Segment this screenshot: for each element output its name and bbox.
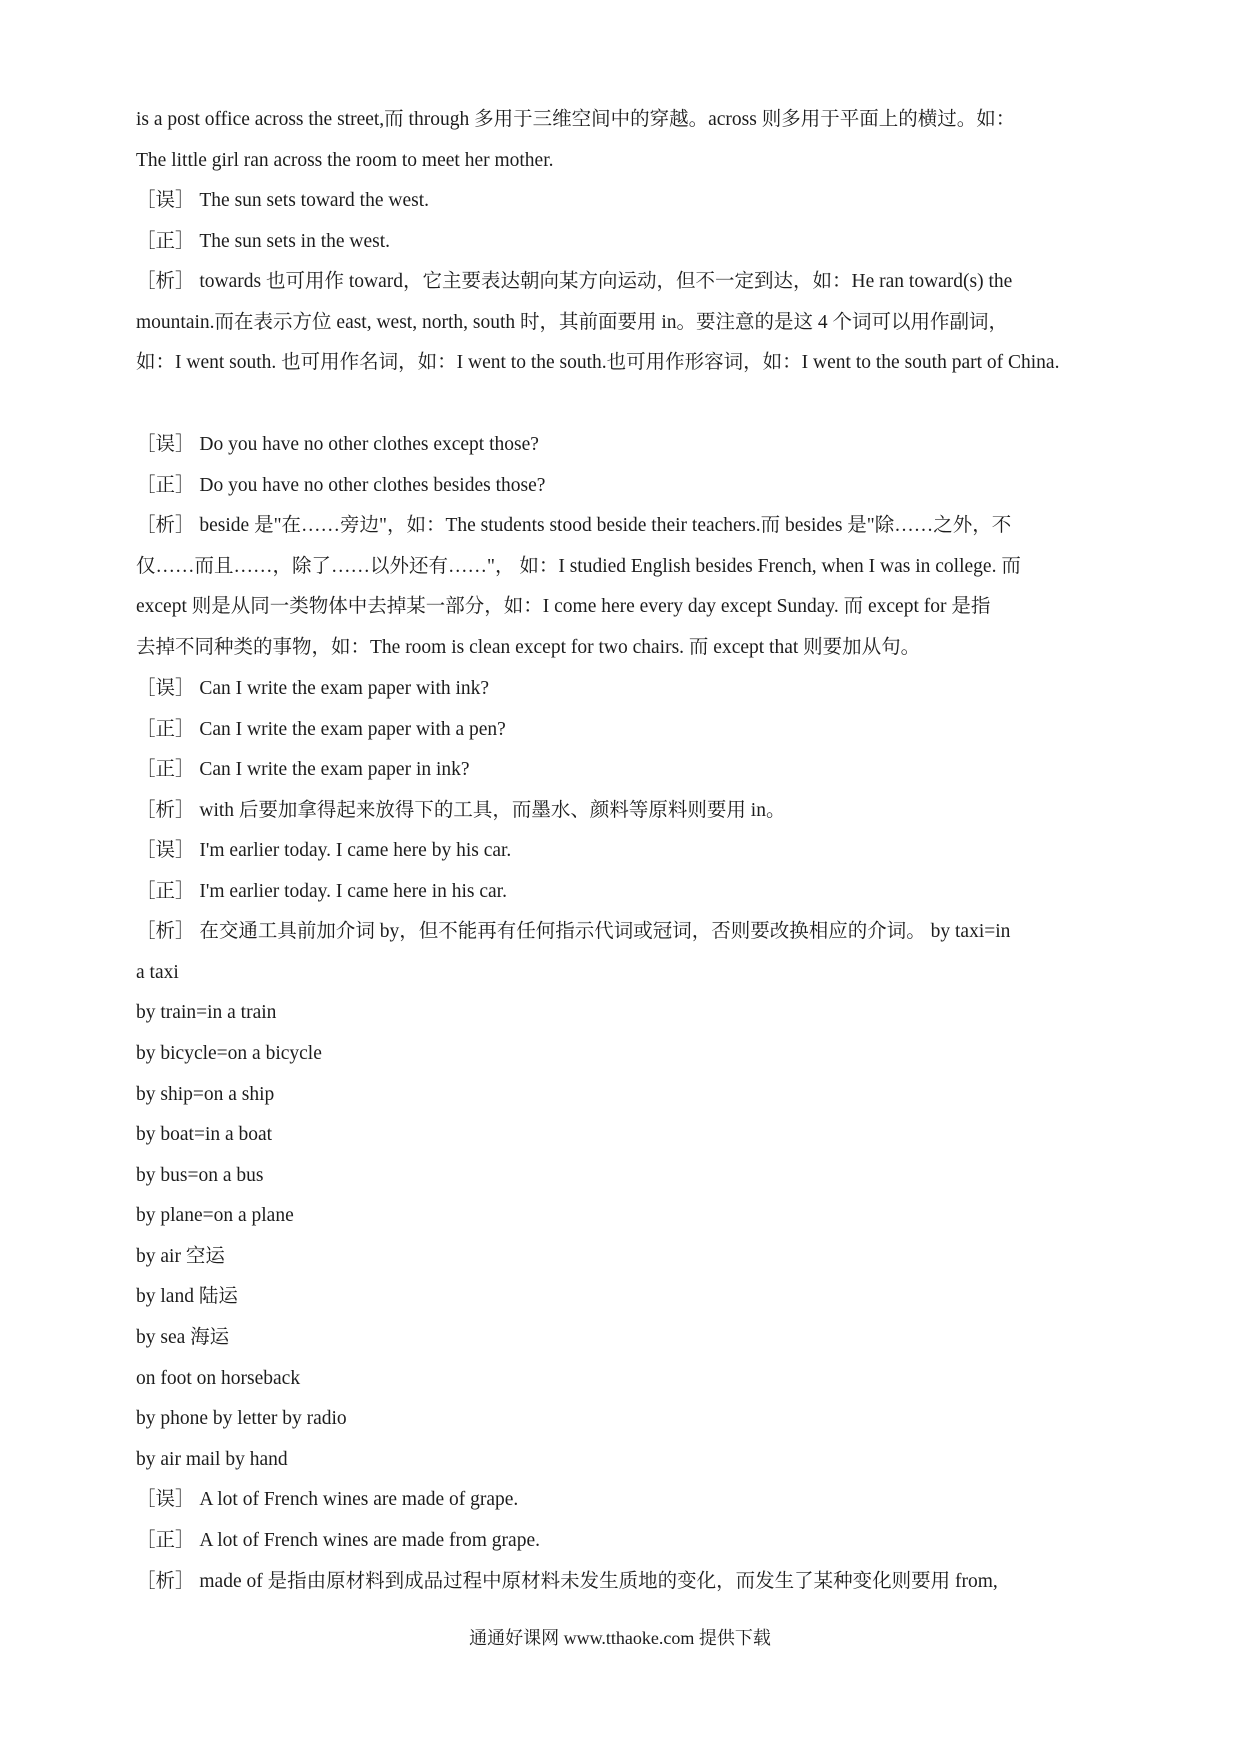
text-line: except 则是从同一类物体中去掉某一部分，如：I come here every day except Sunday. 而 except for 是指 [136,596,991,617]
text-line: by train=in a train [136,1002,277,1023]
text-line: mountain.而在表示方位 east, west, north, south 时，其前面要用 in。要注意的是这 4 个词可以用作副词， [136,312,1009,333]
text-line: ［析］ beside 是"在……旁边"，如：The students stood beside their teachers.而 besides 是"除……之外，不 [136,515,1012,536]
page-footer: 通通好课网 www.tthaoke.com 提供下载 [469,1628,771,1648]
text-line: ［正］ Can I write the exam paper with a pen? [136,719,506,740]
text-line: by air mail by hand [136,1449,288,1470]
text-line: by ship=on a ship [136,1084,275,1105]
text-line: on foot on horseback [136,1368,301,1389]
text-line: a taxi [136,962,179,983]
text-line: ［误］ Do you have no other clothes except those? [136,434,539,455]
text-line: ［析］ with 后要加拿得起来放得下的工具，而墨水、颜料等原料则要用 in。 [136,800,786,821]
text-line: by plane=on a plane [136,1205,294,1226]
text-line: ［正］ I'm earlier today. I came here in his car. [136,881,507,902]
text-line: 如：I went south. 也可用作名词，如：I went to the south.也可用作形容词，如：I went to the south part of China. [136,352,1060,373]
text-line: by bus=on a bus [136,1165,264,1186]
text-line: 去掉不同种类的事物，如：The room is clean except for two chairs. 而 except that 则要加从句。 [136,637,921,658]
text-line: by land 陆运 [136,1286,238,1307]
text-line: ［误］ A lot of French wines are made of grape. [136,1489,519,1510]
text-line: by phone by letter by radio [136,1408,347,1429]
text-line: ［正］ A lot of French wines are made from grape. [136,1530,540,1551]
text-line: 仅……而且……，除了……以外还有……"， 如：I studied English besides French, when I was in college. 而 [136,556,1021,577]
text-line: by air 空运 [136,1246,225,1267]
text-line: ［误］ I'm earlier today. I came here by his car. [136,840,512,861]
text-line: by sea 海运 [136,1327,230,1348]
text-line: by boat=in a boat [136,1124,273,1145]
text-line: ［正］ The sun sets in the west. [136,231,391,252]
text-line: ［析］ towards 也可用作 toward，它主要表达朝向某方向运动，但不一定到达，如：He ran toward(s) the [136,271,1013,292]
text-line: ［正］ Can I write the exam paper in ink? [136,759,470,780]
text-line: ［析］ 在交通工具前加介词 by，但不能再有任何指示代词或冠词，否则要改换相应的介词。 by taxi=in [136,921,1011,942]
text-line: by bicycle=on a bicycle [136,1043,322,1064]
text-line: The little girl ran across the room to meet her mother. [136,150,554,171]
text-line: ［正］ Do you have no other clothes besides those? [136,475,546,496]
text-line: is a post office across the street,而 through 多用于三维空间中的穿越。across 则多用于平面上的横过。如： [136,109,1016,130]
text-line: ［误］ Can I write the exam paper with ink? [136,678,490,699]
text-line: ［析］ made of 是指由原材料到成品过程中原材料未发生质地的变化，而发生了某种变化则要用 from, [136,1571,998,1592]
text-line: ［误］ The sun sets toward the west. [136,190,429,211]
